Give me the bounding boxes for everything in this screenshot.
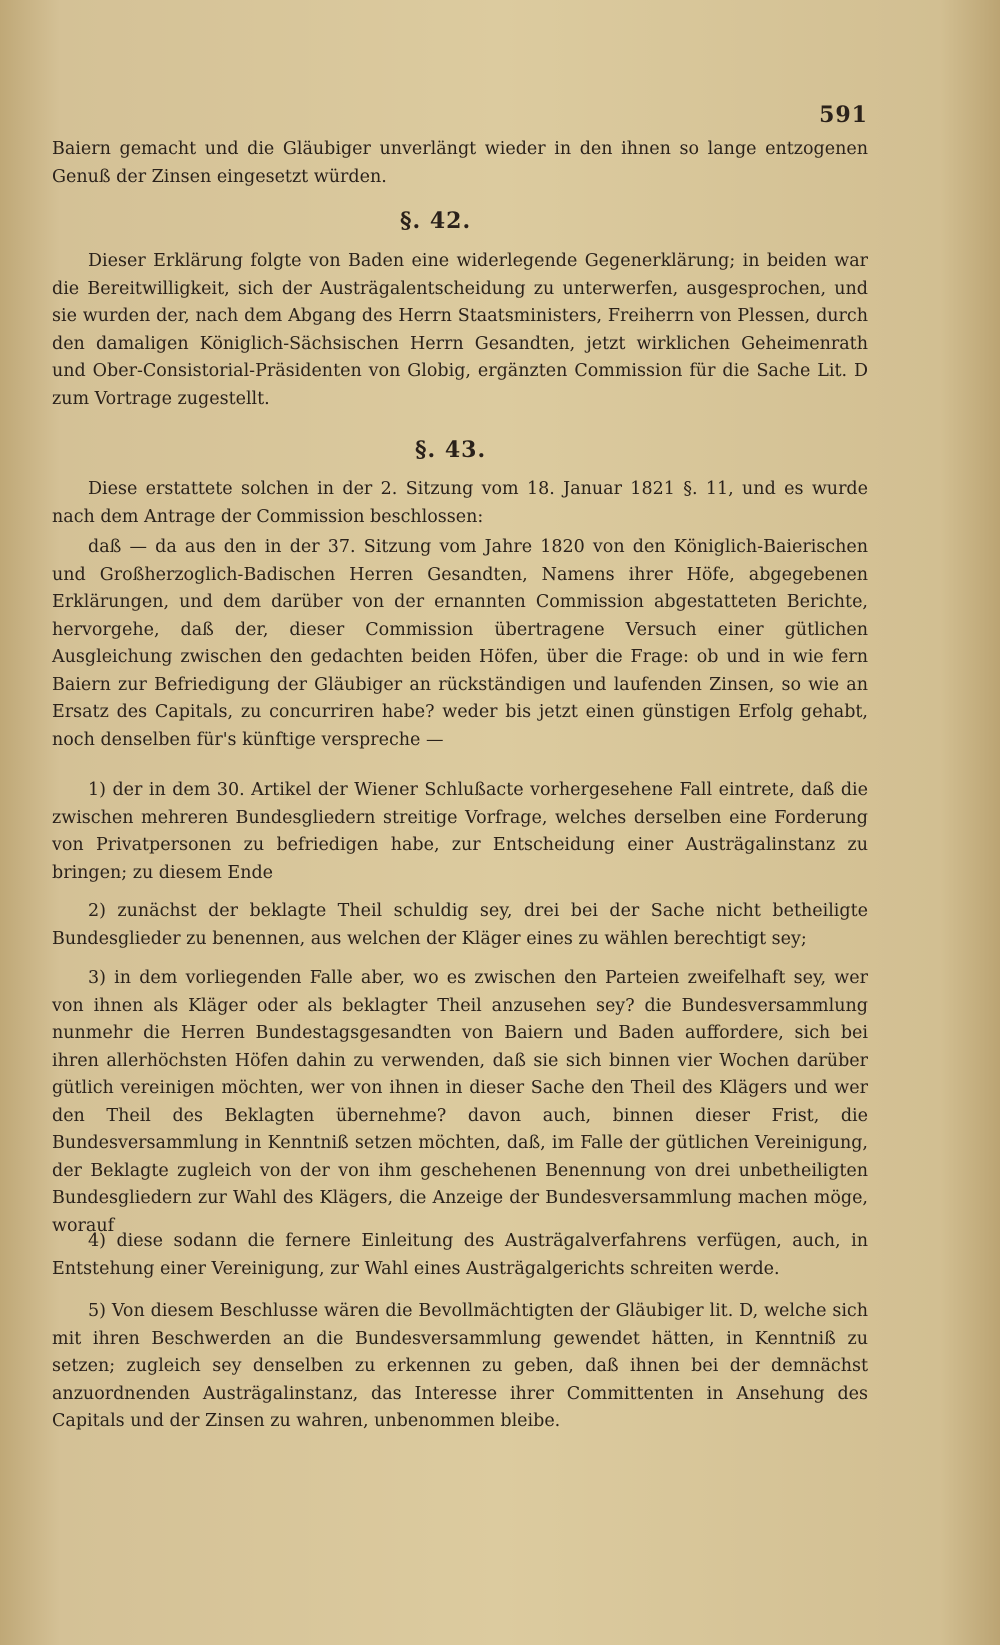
section-heading-43: §. 43. [415, 437, 487, 463]
paragraph-section-43: Diese erstattete solchen in der 2. Sitzung vom 18. Januar 1821 §. 11, und es wurde nach dem Antrage der Commission beschlossen: [52, 479, 868, 527]
paragraph-section-42: Dieser Erklärung folgte von Baden eine widerlegende Gegenerklärung; in beiden war die Bereitwilligkeit, sich der Austrägalentscheidung zu unterwerfen, ausgesprochen, und sie wurden der, nach dem Abgang des Herrn Staatsministers, Freiherrn von Plessen, durch den damaligen Königlich-Sächsischen Herrn Gesandten, jetzt wirklichen Geheimenrath und Ober-Consistorial-Präsidenten von Globig, ergänzten Commission für die Sache Lit. D zum Vortrage zugestellt. [52, 251, 868, 409]
page-number: 591 [819, 102, 868, 128]
paragraph-point-5: 5) Von diesem Beschlusse wären die Bevollmächtigten der Gläubiger lit. D, welche sich mit ihren Beschwerden an die Bundesversammlung gewendet hätten, in Kenntniß zu setzen; zugleich sey denselben zu erkennen zu geben, daß ihnen bei der demnächst anzuordnenden Austrägalinstanz, das Interesse ihrer Committenten in Ansehung des Capitals und der Zinsen zu wahren, unbenommen bleibe. [52, 1301, 868, 1431]
section-heading-42: §. 42. [400, 208, 472, 234]
paragraph-point-1: 1) der in dem 30. Artikel der Wiener Schlußacte vorhergesehene Fall eintrete, daß die zwischen mehreren Bundesgliedern streitige Vorfrage, welches derselben eine Forderung von Privatpersonen zu befriedigen habe, zur Entscheidung einer Austrägalinstanz zu bringen; zu diesem Ende [52, 780, 868, 883]
paragraph-point-2: 2) zunächst der beklagte Theil schuldig sey, drei bei der Sache nicht betheiligte Bundesglieder zu benennen, aus welchen der Kläger eines zu wählen berechtigt sey; [52, 901, 868, 949]
paragraph-point-3: 3) in dem vorliegenden Falle aber, wo es zwischen den Parteien zweifelhaft sey, wer von ihnen als Kläger oder als beklagter Theil anzusehen sey? die Bundesversammlung nunmehr die Herren Bundestagsgesandten von Baiern und Baden auffordere, sich bei ihren allerhöchsten Höfen dahin zu verwenden, daß sie sich binnen vier Wochen darüber gütlich vereinigen möchten, wer von ihnen in dieser Sache den Theil des Klägers und wer den Theil des Beklagten übernehme? davon auch, binnen dieser Frist, die Bundesversammlung in Kenntniß setzen möchten, daß, im Falle der gütlichen Vereinigung, der Beklagte zugleich von der von ihm geschehenen Benennung von drei unbetheiligten Bundesgliedern zur Wahl des Klägers, die Anzeige der Bundesversammlung machen möge, worauf [52, 968, 868, 1236]
paragraph-resolution: daß — da aus den in der 37. Sitzung vom Jahre 1820 von den Königlich-Baierischen und Großherzoglich-Badischen Herren Gesandten, Namens ihrer Höfe, abgegebenen Erklärungen, und dem darüber von der ernannten Commission abgestatteten Berichte, hervorgehe, daß der, dieser Commission übertragene Versuch einer gütlichen Ausgleichung zwischen den gedachten beiden Höfen, über die Frage: ob und in wie fern Baiern zur Befriedigung der Gläubiger an rückständigen und laufenden Zinsen, so wie an Ersatz des Capitals, zu concurriren habe? weder bis jetzt einen günstigen Erfolg gehabt, noch denselben für's künftige verspreche — [52, 537, 868, 750]
paragraph-continuation: Baiern gemacht und die Gläubiger unverlängt wieder in den ihnen so lange entzogenen Genuß der Zinsen eingesetzt würden. [52, 139, 868, 187]
paragraph-point-4: 4) diese sodann die fernere Einleitung des Austrägalverfahrens verfügen, auch, in Entstehung einer Vereinigung, zur Wahl eines Austrägalgerichts schreiten werde. [52, 1231, 868, 1279]
